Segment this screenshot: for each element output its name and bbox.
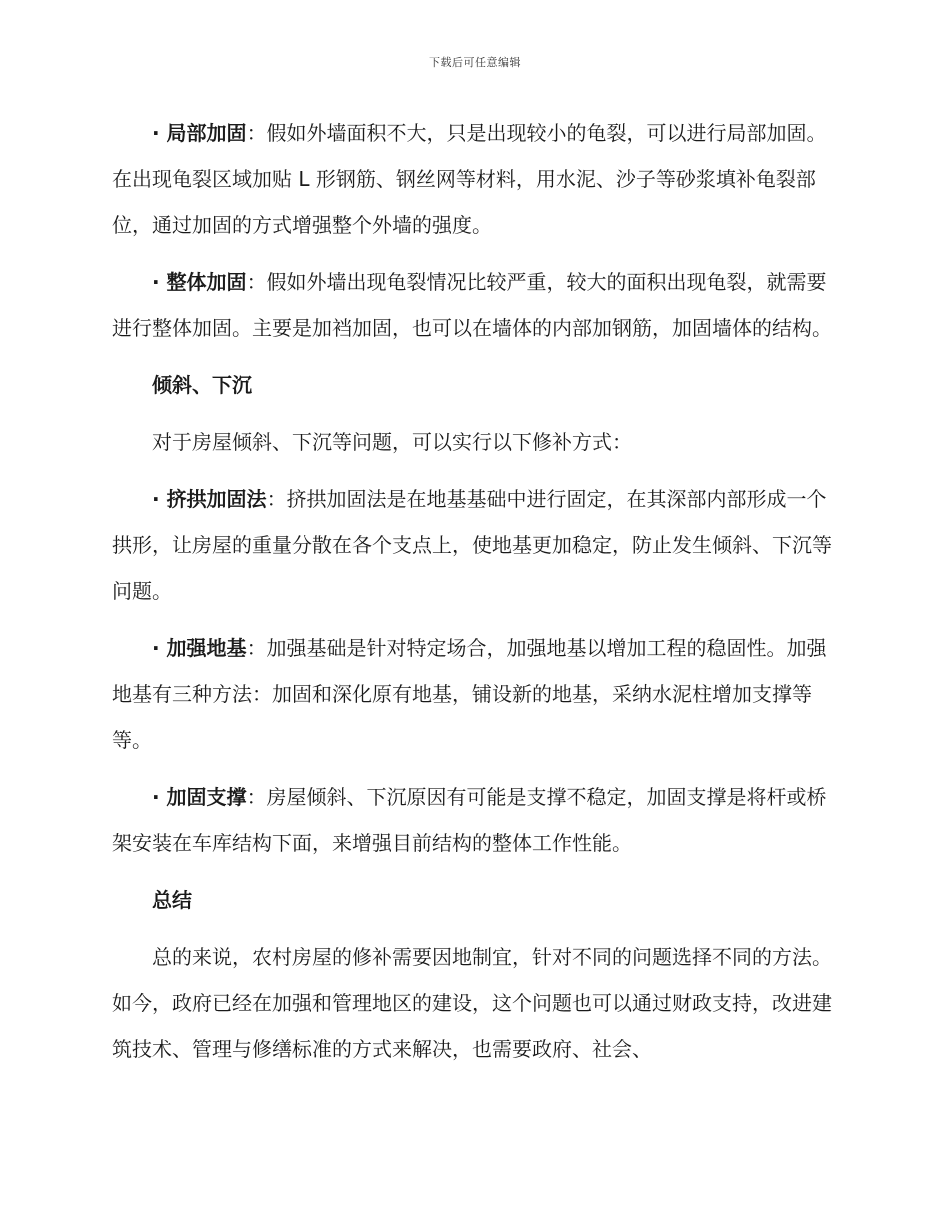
term-foundation: · 加强地基	[152, 636, 247, 660]
term-arch-method: · 挤拱加固法	[152, 487, 267, 511]
paragraph-support	[112, 774, 832, 866]
text-support: ：房屋倾斜、下沉原因有可能是支撑不稳定，加固支撑是将杆或桥架安装在车库结构下面，来增强目前结构的整体工作性能。	[112, 785, 827, 855]
text-foundation: ：加强基础是针对特定场合，加强地基以增加工程的稳固性。加强地基有三种方法：加固和深化原有地基，铺设新的地基，采纳水泥柱增加支撑等等。	[112, 636, 827, 752]
paragraph-foundation	[112, 625, 832, 763]
term-local-reinforce: · 局部加固	[152, 121, 247, 145]
paragraph-summary: 总的来说，农村房屋的修补需要因地制宜，针对不同的问题选择不同的方法。如今，政府已经在加强和管理地区的建设，这个问题也可以通过财政支持，改进建筑技术、管理与修缮标准的方式来解决，也需要政府、社会、	[112, 945, 832, 1061]
paragraph-overall-reinforce	[112, 259, 832, 351]
text-overall-reinforce: ：假如外墙出现龟裂情况比较严重，较大的面积出现龟裂，就需要进行整体加固。主要是加裆加固，也可以在墙体的内部加钢筋，加固墙体的结构。	[112, 270, 832, 340]
paragraph-local-reinforce	[112, 110, 832, 248]
document-body	[112, 110, 832, 1083]
term-overall-reinforce: · 整体加固	[152, 270, 247, 294]
text-local-reinforce: ：假如外墙面积不大，只是出现较小的龟裂，可以进行局部加固。在出现龟裂区域加贴 L 形钢筋、钢丝网等材料，用水泥、沙子等砂浆填补龟裂部位，通过加固的方式增强整个外墙的强度。	[112, 121, 827, 237]
term-support: · 加固支撑	[152, 785, 247, 809]
text-arch-method: ：挤拱加固法是在地基基础中进行固定，在其深部内部形成一个拱形，让房屋的重量分散在各个支点上，使地基更加稳定，防止发生倾斜、下沉等问题。	[112, 487, 832, 603]
page-header: 下载后可任意编辑	[429, 56, 521, 69]
paragraph-arch-method	[112, 476, 832, 614]
heading-summary: 总结	[152, 888, 192, 912]
heading-tilt: 倾斜、下沉	[152, 373, 252, 397]
paragraph-tilt-intro: 对于房屋倾斜、下沉等问题，可以实行以下修补方式：	[152, 430, 632, 454]
